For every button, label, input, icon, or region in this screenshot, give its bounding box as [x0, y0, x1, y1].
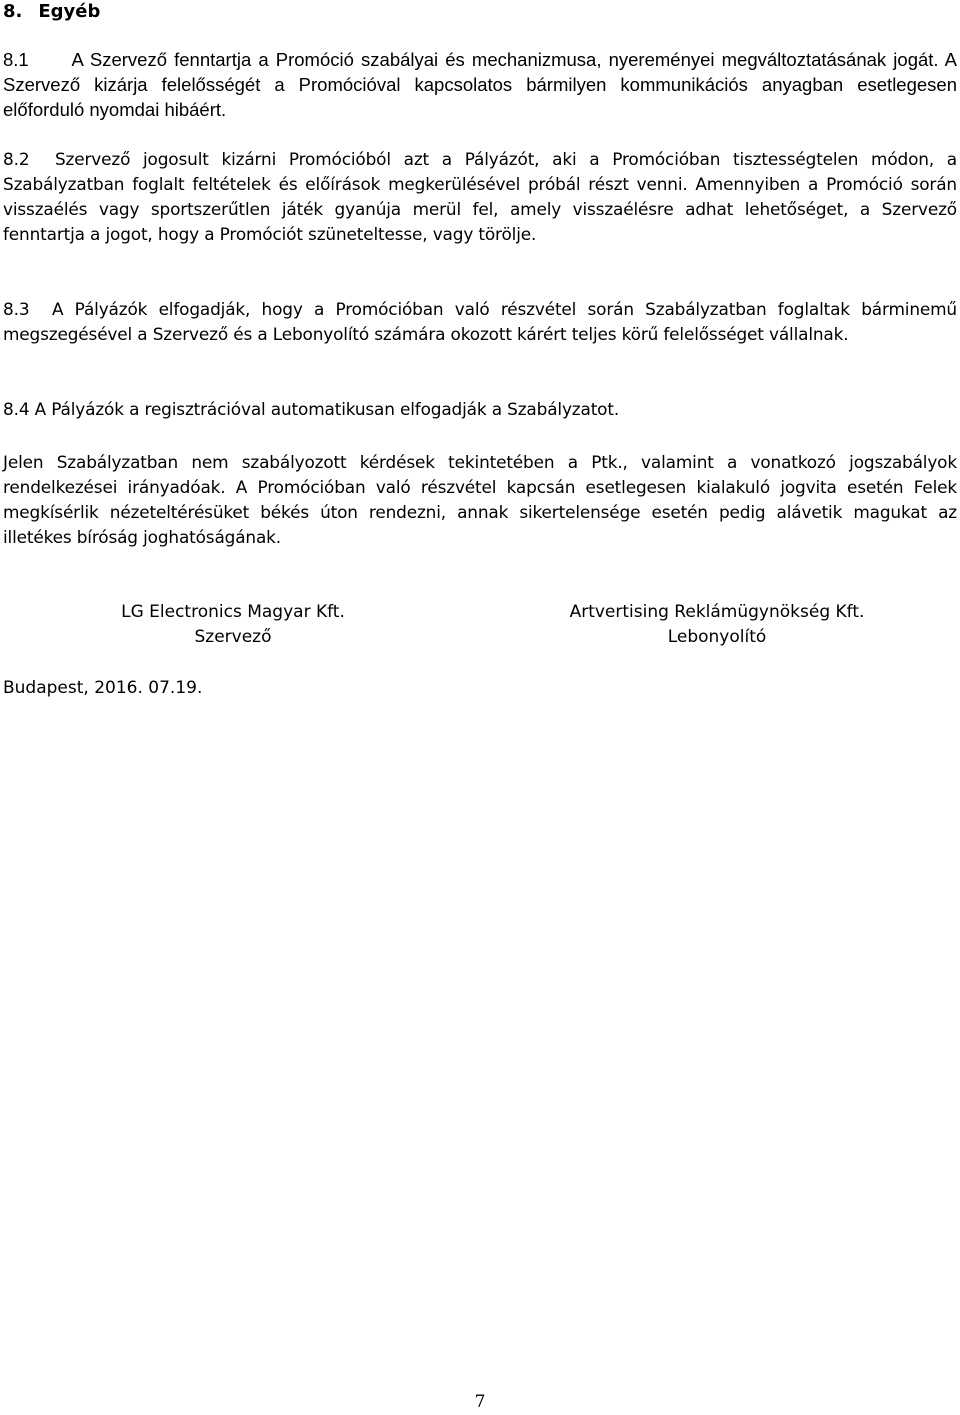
paragraph-text: A Pályázók elfogadják, hogy a Promócióban való részvétel során Szabályzatban foglaltak bárminemű megszegésével a Szervező és a Lebonyolító számára okozott kárért teljes körű felelősséget vállalnak. — [3, 299, 957, 344]
paragraph-8-3 — [3, 297, 957, 347]
paragraph-text: Jelen Szabályzatban nem szabályozott kérdések tekintetében a Ptk., valamint a vonatkozó jogszabályok rendelkezései irányadóak. A Promócióban való részvétel kapcsán esetlegesen kialakuló jogvita esetén Felek megkísérlik nézeteltérésüket békés úton rendezni, annak sikertelensége esetén pedig alávetik magukat az illetékes bíróság joghatóságának. — [3, 452, 957, 547]
paragraph-text: A Szervező fenntartja a Promóció szabályai és mechanizmusa, nyereményei megváltoztatásának jogát. A Szervező kizárja felelősségét a Promócióval kapcsolatos bármilyen kommunikációs anyagban esetlegesen előforduló nyomdai hibáért. — [3, 49, 957, 120]
paragraph-text: A Pályázók a regisztrációval automatikusan elfogadják a Szabályzatot. — [34, 399, 620, 419]
section-number: 8. — [3, 1, 23, 22]
signature-role: Lebonyolító — [667, 627, 767, 647]
signature-organizer — [88, 600, 378, 650]
signature-operator — [532, 600, 902, 650]
signature-role: Szervező — [194, 627, 272, 647]
paragraph-number: 8.2 — [3, 149, 30, 169]
paragraph-8-4 — [3, 397, 957, 422]
paragraph-8-2 — [3, 147, 957, 247]
section-heading — [3, 0, 100, 24]
paragraph-number: 8.4 — [3, 399, 30, 419]
paragraph-closing — [3, 450, 957, 550]
page-number: 7 — [474, 1392, 486, 1412]
section-title: Egyéb — [38, 1, 101, 22]
paragraph-8-1 — [3, 47, 957, 122]
signature-company: Artvertising Reklámügynökség Kft. — [569, 602, 865, 622]
paragraph-number: 8.1 — [3, 49, 29, 70]
paragraph-text: Szervező jogosult kizárni Promócióból azt a Pályázót, aki a Promócióban tisztességtelen módon, a Szabályzatban foglalt feltételek és előírások megkerülésével próbál részt venni. Amennyiben a Promóció során visszaélés vagy sportszerűtlen játék gyanúja merül fel, amely visszaélésre adhat lehetőséget, a Szervező fenntartja a jogot, hogy a Promóciót szüneteltesse, vagy törölje. — [3, 149, 957, 244]
signature-company: LG Electronics Magyar Kft. — [121, 602, 345, 622]
paragraph-number: 8.3 — [3, 299, 30, 319]
document-date: Budapest, 2016. 07.19. — [3, 678, 203, 698]
